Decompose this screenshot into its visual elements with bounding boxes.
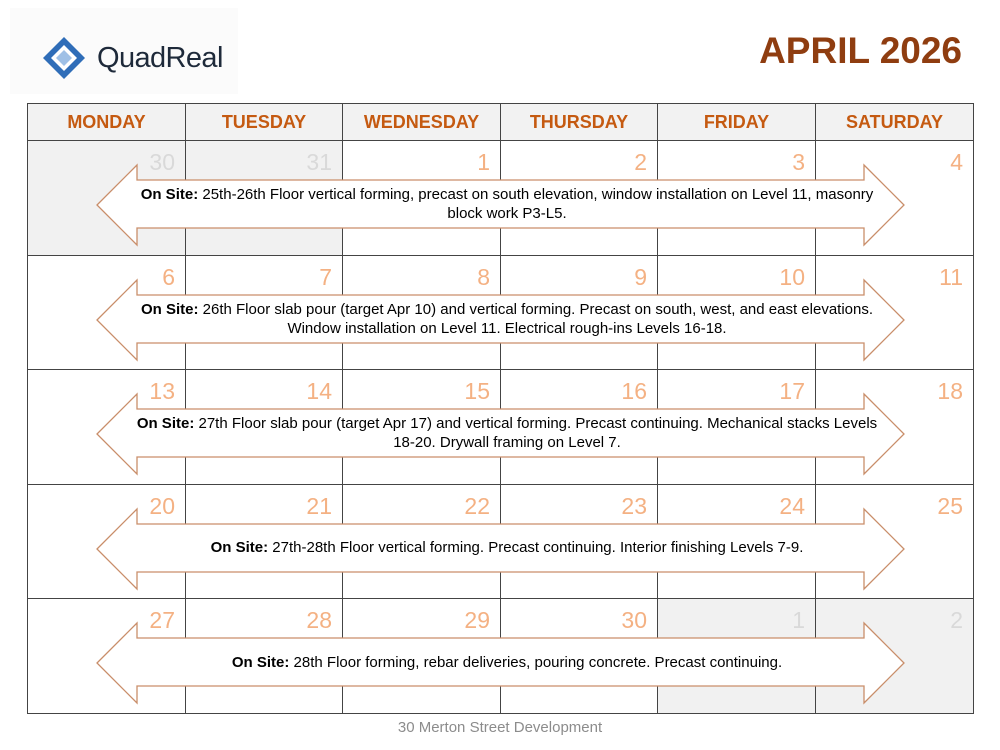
day-number: 9 [634,263,647,290]
schedule-note [132,409,882,457]
day-number: 21 [306,492,332,519]
schedule-note-content [232,653,782,672]
day-number: 25 [937,492,963,519]
day-number: 10 [779,263,805,290]
schedule-text: 28th Floor forming, rebar deliveries, pouring concrete. Precast continuing. [293,653,783,671]
day-number: 3 [792,149,805,175]
day-number: 17 [779,378,805,405]
schedule-note-content [132,414,882,452]
day-number: 20 [149,492,175,519]
day-number: 30 [621,607,647,634]
day-number: 16 [621,378,647,405]
weekday-header-saturday: SATURDAY [815,103,974,141]
day-number: 1 [477,149,490,175]
schedule-label: On Site: [136,415,195,433]
schedule-note [132,638,882,686]
day-number: 14 [306,378,332,405]
schedule-label: On Site: [140,186,199,203]
day-number: 8 [477,263,490,290]
day-number: 13 [149,378,175,405]
weekday-header-monday: MONDAY [27,103,186,141]
weekday-header-tuesday: TUESDAY [185,103,343,141]
schedule-text: 27th-28th Floor vertical forming. Precast continuing. Interior finishing Levels 7-9. [272,539,804,557]
schedule-text: 27th Floor slab pour (target Apr 17) and vertical forming. Precast continuing. Mechanical stacks Levels 18-20. Drywall framing on Level 7. [198,415,878,452]
day-number: 22 [464,492,490,519]
schedule-text: 25th-26th Floor vertical forming, precast on south elevation, window installation on Level 11, masonry block work P3-L5. [202,186,874,222]
day-number: 23 [621,492,647,519]
day-number: 2 [950,607,963,634]
schedule-note [132,524,882,572]
schedule-note-content [132,300,882,338]
schedule-text: 26th Floor slab pour (target Apr 10) and vertical forming. Precast on south, west, and east elevations. Window installation on Level 11. Electrical rough-ins Levels 16-18. [202,300,874,337]
weekday-header-wednesday: WEDNESDAY [342,103,501,141]
day-number: 24 [779,492,805,519]
day-number: 7 [319,263,332,290]
weekday-header-thursday: THURSDAY [500,103,658,141]
day-number: 6 [162,263,175,290]
footer-text: 30 Merton Street Development [397,719,603,736]
day-number: 18 [937,378,963,405]
day-number: 30 [149,149,175,175]
day-number: 11 [939,263,963,290]
schedule-note [132,180,882,228]
day-number: 29 [464,607,490,634]
calendar-grid [27,103,973,714]
day-number: 28 [306,607,332,634]
month-title: APRIL 2026 [759,30,962,71]
day-number: 2 [634,149,647,175]
quadreal-logo-icon [42,36,86,80]
schedule-note-content [132,185,882,223]
schedule-label: On Site: [210,539,269,557]
schedule-note-content [211,538,804,557]
brand-name: QuadReal [97,42,223,74]
day-number: 15 [464,378,490,405]
logo-area [10,8,238,94]
schedule-label: On Site: [231,653,290,671]
schedule-note [132,295,882,343]
day-number: 1 [792,607,805,634]
day-number: 31 [306,149,332,175]
day-number: 4 [950,149,963,175]
schedule-label: On Site: [140,300,199,318]
day-number: 27 [149,607,175,634]
weekday-header-friday: FRIDAY [657,103,816,141]
